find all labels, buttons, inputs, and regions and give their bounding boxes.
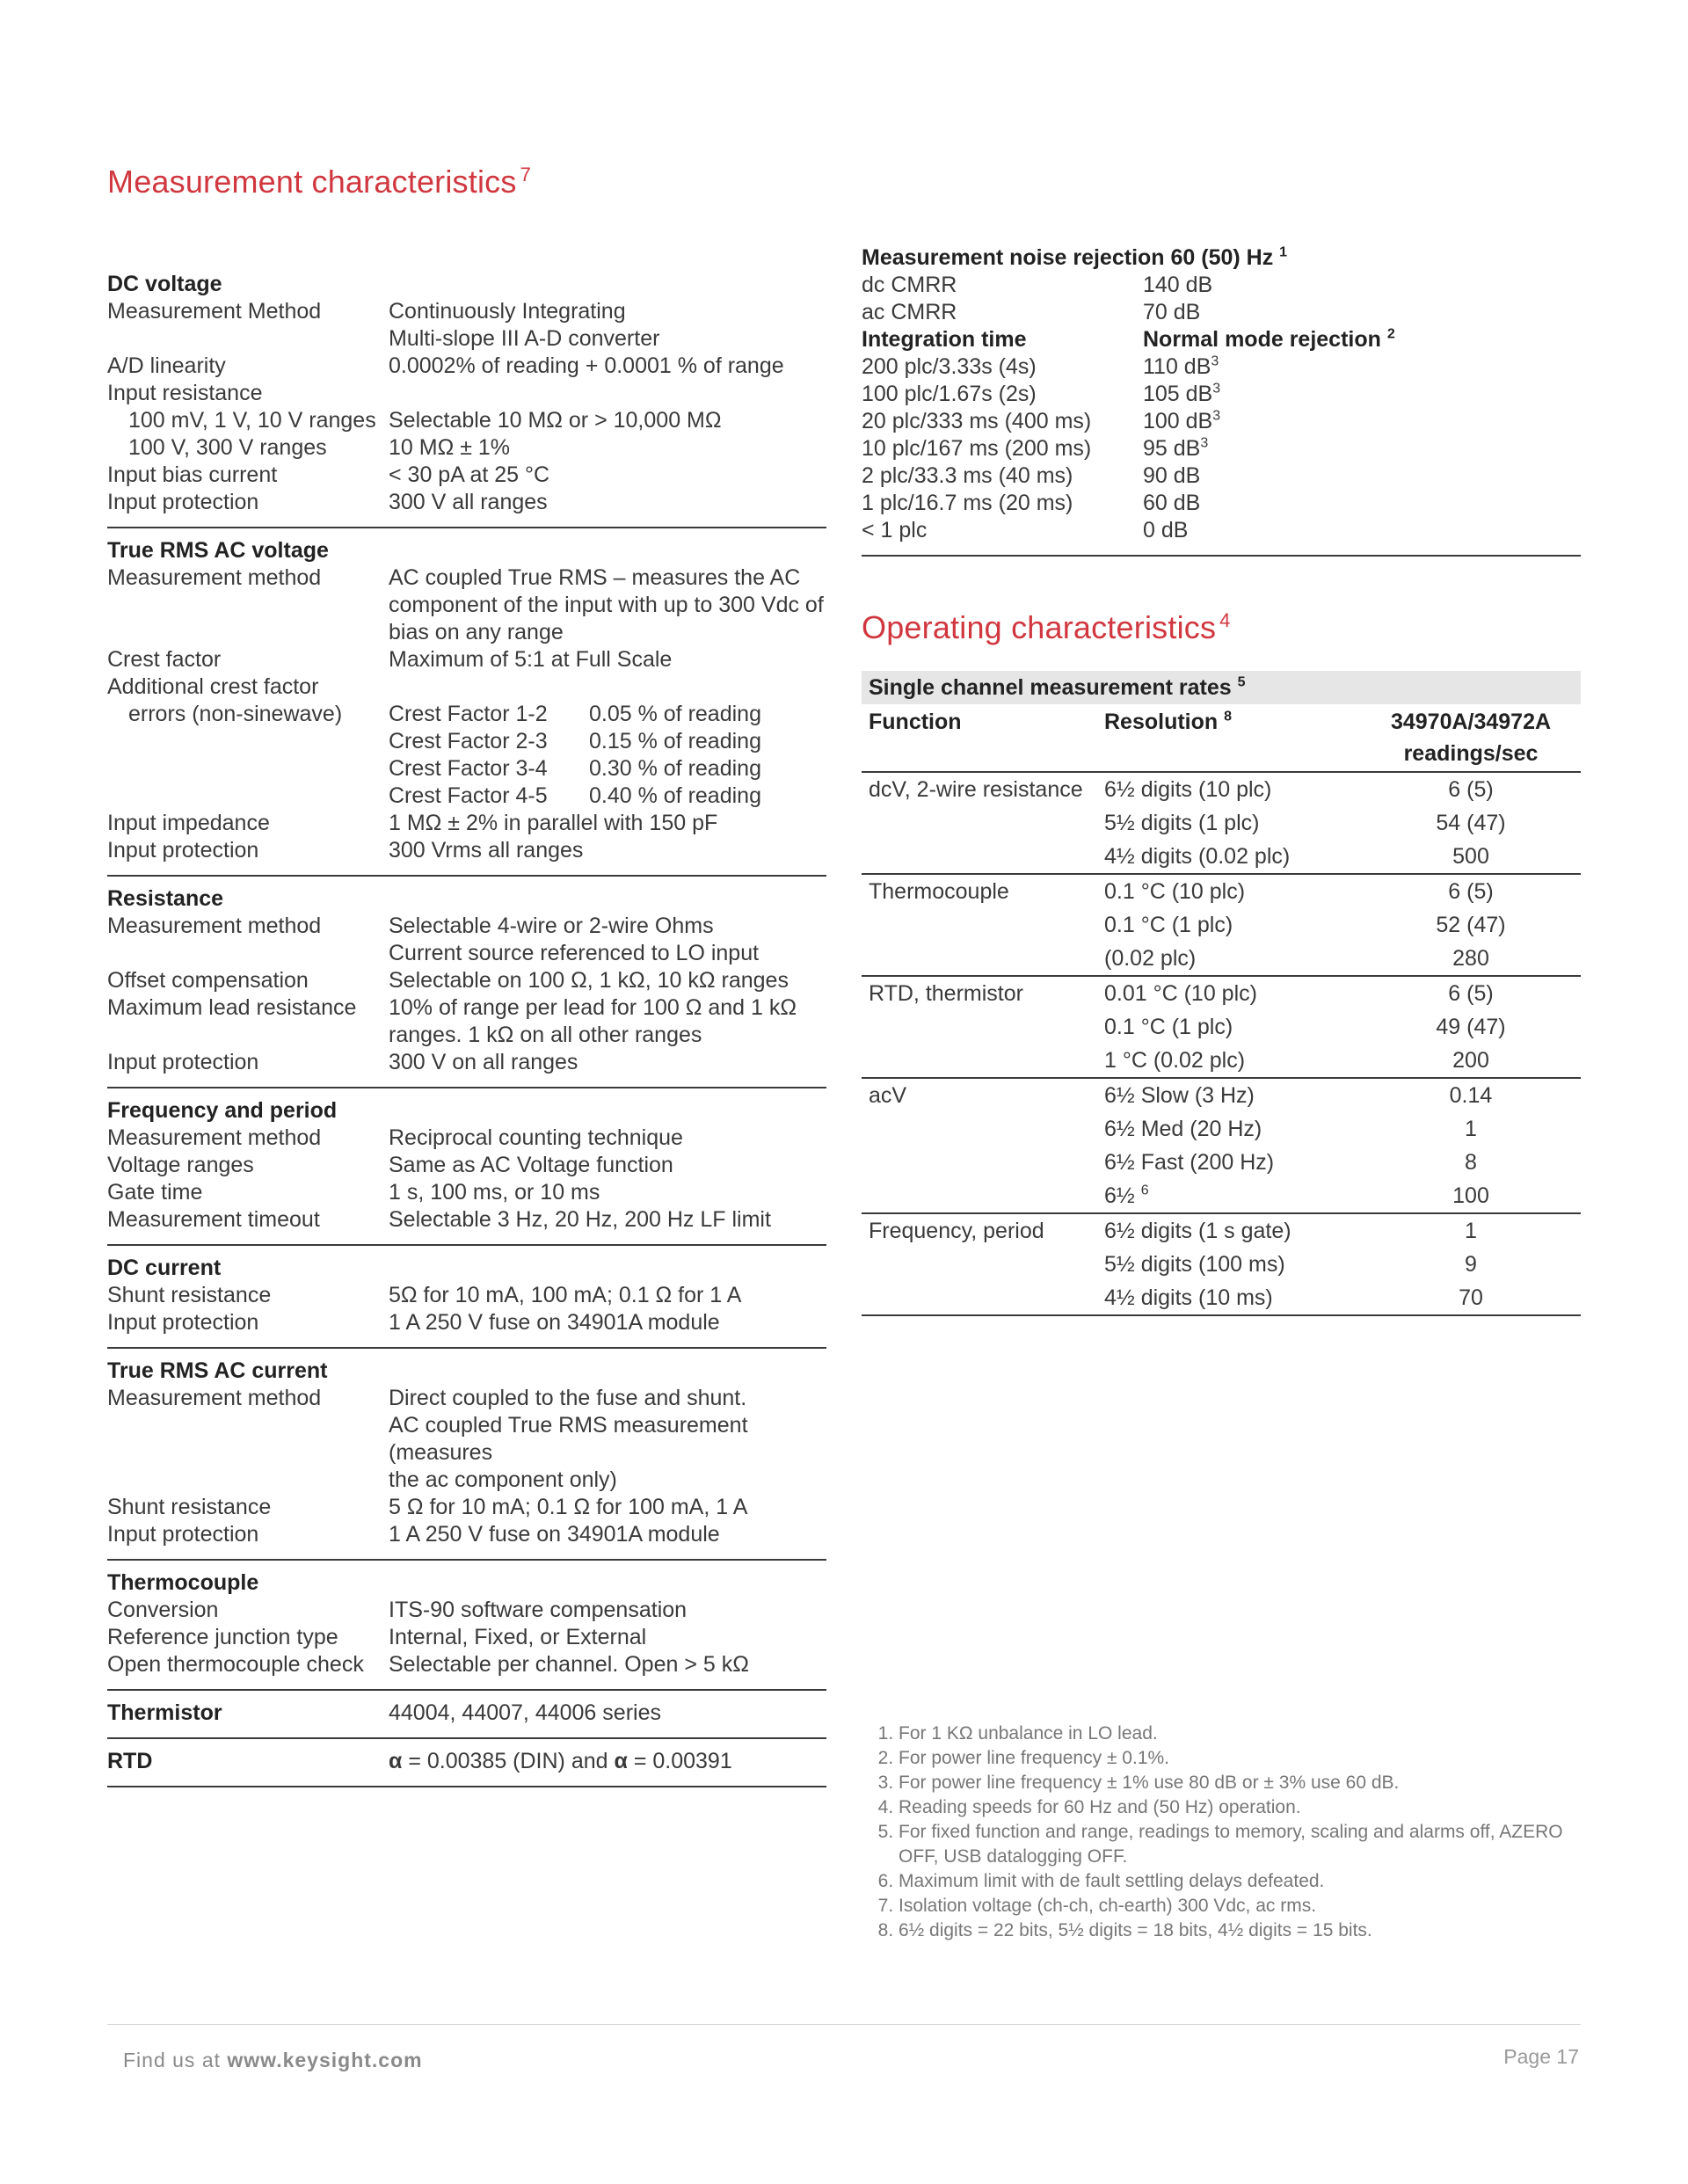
spec-label: Gate time <box>107 1180 203 1205</box>
spec-label: Input protection <box>107 838 259 863</box>
spec-label: Measurement method <box>107 1386 322 1410</box>
spec-value: Current source referenced to LO input <box>389 941 760 965</box>
spec-row <box>107 913 826 940</box>
spec-block <box>107 271 826 528</box>
function-cell <box>862 908 1097 942</box>
rejection-value: 0 dB <box>1143 518 1189 542</box>
rate-column-header-line2: readings/sec <box>1403 741 1539 766</box>
spec-blocks <box>107 271 826 1691</box>
measurement-rates-caption-text: Single channel measurement rates <box>869 675 1232 700</box>
spec-value <box>389 380 826 407</box>
spec-label: Offset compensation <box>107 968 309 993</box>
function-cell: dcV, 2-wire resistance <box>869 777 1083 802</box>
resolution-cell: 0.1 °C (1 plc) <box>1104 913 1233 937</box>
spec-block-title: DC voltage <box>107 272 222 296</box>
alpha-symbol: α <box>389 1749 403 1773</box>
footnote-item: 7. Isolation voltage (ch-ch, ch-earth) 300 Vdc, ac rms. <box>899 1894 1582 1918</box>
alpha-symbol: α <box>614 1749 628 1773</box>
spec-block-title: True RMS AC current <box>107 1358 328 1383</box>
spec-label: Crest factor <box>107 647 222 672</box>
spec-row <box>107 1597 826 1624</box>
rate-cell: 1 <box>1361 1213 1581 1248</box>
spec-row <box>107 353 826 380</box>
spec-row <box>107 646 826 673</box>
function-cell <box>862 840 1097 874</box>
resolution-cell: 5½ digits (100 ms) <box>1104 1252 1285 1277</box>
footnote-ref: 2 <box>1386 326 1395 342</box>
rejection-value: 60 dB <box>1143 491 1201 515</box>
rtd-value-part2: = 0.00391 <box>627 1749 732 1773</box>
spec-row <box>107 380 826 407</box>
spec-row <box>107 673 826 701</box>
footnote-item: 6. Maximum limit with de fault settling delays defeated. <box>899 1869 1582 1894</box>
spec-label: Measurement timeout <box>107 1207 320 1232</box>
footnote-ref: 8 <box>1224 709 1233 724</box>
footnotes <box>862 1722 1582 1943</box>
integration-time: 10 plc/167 ms (200 ms) <box>862 436 1092 461</box>
footnote-item: 4. Reading speeds for 60 Hz and (50 Hz) operation. <box>899 1795 1582 1820</box>
rate-cell: 200 <box>1452 1048 1489 1073</box>
spec-row <box>107 1152 826 1179</box>
spec-value: the ac component only) <box>389 1467 617 1492</box>
spec-value: < 30 pA at 25 °C <box>389 462 550 487</box>
integration-time: 200 plc/3.33s (4s) <box>862 354 1037 379</box>
rejection-value: 100 dB$^3$ <box>1143 408 1221 433</box>
cmrr-row <box>862 272 1581 299</box>
spec-row <box>107 783 826 810</box>
thermistor-block <box>107 1691 826 1739</box>
function-cell: acV <box>862 1078 1097 1112</box>
rate-cell: 0.14 <box>1361 1078 1581 1112</box>
integration-header-row <box>862 326 1581 353</box>
spec-label <box>107 1412 389 1467</box>
spec-block <box>107 1561 826 1691</box>
spec-label <box>107 755 389 783</box>
nmr-rows <box>862 353 1581 544</box>
footnote-item: 5. For fixed function and range, readings to memory, scaling and alarms off, AZERO OFF, USB datalogging OFF. <box>899 1820 1582 1869</box>
resolution-cell: 0.1 °C (10 plc) <box>1097 874 1361 908</box>
rate-cell: 49 (47) <box>1436 1015 1506 1039</box>
function-cell <box>862 1146 1097 1179</box>
rtd-row <box>107 1748 826 1775</box>
table-row <box>862 1179 1581 1213</box>
crest-factor-error: 0.15 % of reading <box>589 729 761 753</box>
function-cell <box>862 1248 1097 1281</box>
spec-row <box>107 564 826 592</box>
table-row <box>862 942 1581 976</box>
function-cell <box>862 1281 1097 1315</box>
spec-value: 1 MΩ ± 2% in parallel with 150 pF <box>389 811 718 835</box>
spec-label: Open thermocouple check <box>107 1652 364 1677</box>
spec-label: Voltage ranges <box>107 1153 254 1177</box>
function-cell <box>862 806 1097 840</box>
table-row <box>862 1281 1581 1315</box>
rtd-value-part1: = 0.00385 (DIN) and <box>402 1749 615 1773</box>
spec-value <box>389 701 826 728</box>
spec-label: Shunt resistance <box>107 1495 272 1519</box>
thermistor-value: 44004, 44007, 44006 series <box>389 1700 661 1725</box>
spec-block-title: Frequency and period <box>107 1098 338 1123</box>
spec-value: 5 Ω for 10 mA; 0.1 Ω for 100 mA, 1 A <box>389 1495 748 1519</box>
spec-row <box>107 810 826 837</box>
spec-row <box>107 1385 826 1412</box>
spec-label: Input impedance <box>107 811 270 835</box>
table-row <box>862 806 1581 840</box>
function-cell <box>862 1010 1097 1044</box>
spec-value: AC coupled True RMS measurement (measures <box>389 1413 748 1465</box>
footer-divider <box>107 2024 1581 2025</box>
thermistor-row <box>107 1700 826 1727</box>
operating-characteristics-title <box>862 609 1581 646</box>
spec-value: ranges. 1 kΩ on all other ranges <box>389 1023 702 1047</box>
nmr-row <box>862 408 1581 435</box>
footnote-ref: 3 <box>1212 381 1221 397</box>
cmrr-value: 140 dB <box>1143 273 1213 297</box>
spec-label <box>107 1022 389 1049</box>
spec-label: 100 V, 300 V ranges <box>128 435 327 460</box>
rtd-value <box>389 1748 826 1775</box>
footer-url-link[interactable]: www.keysight.com <box>227 2049 423 2071</box>
footnote-ref: 7 <box>520 164 531 186</box>
spec-value: Internal, Fixed, or External <box>389 1625 647 1649</box>
resolution-cell: 6½ Slow (3 Hz) <box>1097 1078 1361 1112</box>
spec-value: Selectable 10 MΩ or > 10,000 MΩ <box>389 408 722 433</box>
nmr-row <box>862 435 1581 462</box>
spec-row <box>107 434 826 462</box>
spec-value: Selectable 4-wire or 2-wire Ohms <box>389 914 714 938</box>
crest-factor-error: 0.40 % of reading <box>589 783 761 808</box>
spec-row <box>107 1467 826 1494</box>
rate-cell: 100 <box>1452 1183 1489 1208</box>
function-cell <box>862 942 1097 976</box>
table-header-row <box>862 704 1581 772</box>
spec-label: Input bias current <box>107 462 278 487</box>
integration-time: < 1 plc <box>862 518 928 542</box>
spec-label: Measurement method <box>107 565 322 590</box>
footnote-ref: 6 <box>1140 1183 1149 1198</box>
table-row <box>862 976 1581 1010</box>
spec-label: Measurement method <box>107 1125 322 1150</box>
spec-value <box>389 755 826 783</box>
spec-row <box>107 755 826 783</box>
function-cell <box>862 1179 1097 1213</box>
cmrr-label: dc CMRR <box>862 273 957 297</box>
crest-factor-range: Crest Factor 2-3 <box>389 729 548 753</box>
spec-row <box>107 1049 826 1076</box>
spec-label <box>107 940 389 967</box>
spec-value: 0.0002% of reading + 0.0001 % of range <box>389 353 784 378</box>
rate-cell: 8 <box>1465 1150 1477 1175</box>
footnote-item: 1. For 1 KΩ unbalance in LO lead. <box>899 1722 1582 1746</box>
nmr-row <box>862 462 1581 490</box>
table-row <box>862 1078 1581 1112</box>
measurement-rates-caption <box>862 671 1581 704</box>
table-row <box>862 1010 1581 1044</box>
nmr-row <box>862 381 1581 408</box>
spec-row <box>107 1494 826 1521</box>
spec-value: 300 Vrms all ranges <box>389 838 584 863</box>
spec-value: AC coupled True RMS – measures the AC <box>389 565 801 590</box>
spec-label: errors (non-sinewave) <box>128 702 343 726</box>
footnote-item: 3. For power line frequency ± 1% use 80 dB or ± 3% use 60 dB. <box>899 1771 1582 1795</box>
measurement-rates-body <box>862 772 1581 1315</box>
rate-cell: 52 (47) <box>1436 913 1506 937</box>
spec-value <box>389 728 826 755</box>
spec-label: Input protection <box>107 1050 259 1074</box>
spec-value: Continuously Integrating <box>389 299 626 324</box>
spec-row <box>107 1125 826 1152</box>
spec-label: 100 mV, 1 V, 10 V ranges <box>128 408 376 433</box>
rate-cell: 6 (5) <box>1361 874 1581 908</box>
spec-label: Reference junction type <box>107 1625 338 1649</box>
spec-row <box>107 462 826 489</box>
spec-value: 300 V all ranges <box>389 490 548 514</box>
table-row <box>862 772 1581 806</box>
spec-label <box>107 619 389 646</box>
integration-time: 100 plc/1.67s (2s) <box>862 382 1037 406</box>
spec-row <box>107 325 826 353</box>
spec-row <box>107 1624 826 1651</box>
spec-label <box>107 1467 389 1494</box>
spec-label: A/D linearity <box>107 353 226 378</box>
function-cell: Thermocouple <box>862 874 1097 908</box>
spec-value: 5Ω for 10 mA, 100 mA; 0.1 Ω for 1 A <box>389 1283 742 1307</box>
spec-block <box>107 528 826 877</box>
function-cell <box>862 1044 1097 1078</box>
spec-label: Input protection <box>107 1522 259 1547</box>
spec-value <box>389 673 826 701</box>
spec-row <box>107 994 826 1022</box>
spec-row <box>107 701 826 728</box>
table-row <box>862 874 1581 908</box>
footnote-ref: 5 <box>1237 674 1246 690</box>
spec-row <box>107 298 826 325</box>
spec-row <box>107 837 826 864</box>
cmrr-row <box>862 299 1581 326</box>
spec-value: 1 A 250 V fuse on 34901A module <box>389 1522 720 1547</box>
spec-value: 1 s, 100 ms, or 10 ms <box>389 1180 600 1205</box>
crest-factor-range: Crest Factor 3-4 <box>389 756 548 781</box>
integration-time: 1 plc/16.7 ms (20 ms) <box>862 491 1073 515</box>
crest-factor-range: Crest Factor 4-5 <box>389 783 548 808</box>
spec-label: Input protection <box>107 490 259 514</box>
spec-label <box>107 325 389 353</box>
page-number: Page 17 <box>1503 2045 1579 2068</box>
spec-row <box>107 1309 826 1336</box>
resolution-cell: 4½ digits (10 ms) <box>1097 1281 1361 1315</box>
footnote-list <box>862 1722 1582 1943</box>
spec-label: Input resistance <box>107 381 263 405</box>
table-row <box>862 1248 1581 1281</box>
rate-cell: 500 <box>1452 844 1489 869</box>
function-cell: Frequency, period <box>862 1213 1097 1248</box>
spec-value: Same as AC Voltage function <box>389 1153 673 1177</box>
spec-row <box>107 1179 826 1206</box>
function-column-header: Function <box>862 704 1097 772</box>
rejection-value: 105 dB$^3$ <box>1143 381 1221 406</box>
cmrr-label: ac CMRR <box>862 300 957 324</box>
cmrr-rows <box>862 272 1581 326</box>
spec-row <box>107 592 826 619</box>
spec-value: Multi-slope III A-D converter <box>389 326 660 351</box>
rate-cell: 1 <box>1465 1117 1477 1141</box>
resolution-cell: (0.02 plc) <box>1104 946 1197 971</box>
spec-label: Measurement Method <box>107 299 322 324</box>
spec-row <box>107 1651 826 1678</box>
spec-block-title: Thermocouple <box>107 1570 259 1595</box>
resolution-cell: 6½ digits (1 s gate) <box>1097 1213 1361 1248</box>
noise-rejection-title-text: Measurement noise rejection 60 (50) Hz <box>862 245 1274 270</box>
rate-cell: 280 <box>1452 946 1489 971</box>
function-cell <box>862 1112 1097 1146</box>
footnote-ref: 4 <box>1219 609 1231 631</box>
spec-value: Direct coupled to the fuse and shunt. <box>389 1386 747 1410</box>
spec-row <box>107 1521 826 1548</box>
measurement-rates-table-wrap <box>862 671 1581 1316</box>
nmr-row <box>862 517 1581 544</box>
rate-column-header-line1: 34970A/34972A <box>1390 710 1552 734</box>
resolution-column-header-text: Resolution <box>1104 710 1219 734</box>
spec-value: 10 MΩ ± 1% <box>389 435 511 460</box>
spec-row <box>107 407 826 434</box>
footer-find-us <box>123 2049 423 2072</box>
resolution-cell: 0.01 °C (10 plc) <box>1097 976 1361 1010</box>
rejection-value: 110 dB$^3$ <box>1143 353 1219 379</box>
spec-label: Input protection <box>107 1310 259 1335</box>
spec-value: Selectable on 100 Ω, 1 kΩ, 10 kΩ ranges <box>389 968 789 993</box>
spec-value: Maximum of 5:1 at Full Scale <box>389 647 673 672</box>
table-row <box>862 840 1581 874</box>
thermistor-label: Thermistor <box>107 1700 222 1725</box>
function-cell: RTD, thermistor <box>862 976 1097 1010</box>
spec-value: Reciprocal counting technique <box>389 1125 683 1150</box>
spec-value: component of the input with up to 300 Vdc of <box>389 593 824 617</box>
spec-value <box>389 783 826 810</box>
spec-value: Selectable 3 Hz, 20 Hz, 200 Hz LF limit <box>389 1207 771 1232</box>
rejection-value: 90 dB <box>1143 463 1201 488</box>
rtd-label: RTD <box>107 1749 153 1773</box>
noise-rejection-block <box>862 244 1581 557</box>
resolution-cell: 6½ $^6$ <box>1104 1183 1149 1208</box>
rejection-value: 95 dB$^3$ <box>1143 435 1209 461</box>
nmr-row <box>862 490 1581 517</box>
spec-value: 300 V on all ranges <box>389 1050 578 1074</box>
spec-row <box>107 1282 826 1309</box>
measurement-characteristics-column <box>107 271 826 1787</box>
spec-row <box>107 1022 826 1049</box>
spec-value: 1 A 250 V fuse on 34901A module <box>389 1310 720 1335</box>
normal-mode-rejection-header-text: Normal mode rejection <box>1143 327 1381 352</box>
spec-label: Measurement method <box>107 914 322 938</box>
resolution-cell: 5½ digits (1 plc) <box>1104 811 1260 835</box>
measurement-rates-table <box>862 704 1581 1316</box>
normal-mode-rejection-header <box>1143 326 1581 353</box>
spec-block-title: Resistance <box>107 886 224 911</box>
spec-row <box>107 1412 826 1467</box>
rate-cell: 9 <box>1465 1252 1477 1277</box>
table-row <box>862 1044 1581 1078</box>
nmr-row <box>862 353 1581 381</box>
resolution-cell: 6½ Fast (200 Hz) <box>1104 1150 1275 1175</box>
spec-block-title: DC current <box>107 1256 222 1280</box>
table-row <box>862 1112 1581 1146</box>
spec-row <box>107 940 826 967</box>
table-row <box>862 1146 1581 1179</box>
footnote-ref: 1 <box>1279 244 1288 260</box>
crest-factor-range: Crest Factor 1-2 <box>389 702 548 726</box>
footnote-item: 8. 6½ digits = 22 bits, 5½ digits = 18 bits, 4½ digits = 15 bits. <box>899 1918 1582 1943</box>
spec-row <box>107 619 826 646</box>
footnote-ref: 3 <box>1212 408 1221 424</box>
resolution-column-header <box>1097 704 1361 772</box>
footnote-ref: 3 <box>1200 435 1209 451</box>
spec-label: Maximum lead resistance <box>107 995 357 1020</box>
table-row <box>862 1213 1581 1248</box>
resolution-cell: 0.1 °C (1 plc) <box>1104 1015 1233 1039</box>
cmrr-value: 70 dB <box>1143 300 1201 324</box>
integration-time-header: Integration time <box>862 327 1027 352</box>
resolution-cell: 6½ Med (20 Hz) <box>1104 1117 1262 1141</box>
integration-time: 20 plc/333 ms (400 ms) <box>862 409 1092 433</box>
spec-row <box>107 967 826 994</box>
crest-factor-error: 0.05 % of reading <box>589 702 761 726</box>
spec-value: ITS-90 software compensation <box>389 1598 688 1622</box>
spec-value: bias on any range <box>389 620 564 644</box>
resolution-cell: 6½ digits (10 plc) <box>1104 777 1272 802</box>
spec-row <box>107 1206 826 1234</box>
integration-time: 2 plc/33.3 ms (40 ms) <box>862 463 1073 488</box>
spec-block <box>107 877 826 1088</box>
resolution-cell: 1 °C (0.02 plc) <box>1104 1048 1246 1073</box>
rate-cell: 6 (5) <box>1448 777 1494 802</box>
spec-label <box>107 728 389 755</box>
spec-block <box>107 1088 826 1246</box>
resolution-cell: 4½ digits (0.02 plc) <box>1104 844 1291 869</box>
rate-cell: 54 (47) <box>1436 811 1506 835</box>
crest-factor-error: 0.30 % of reading <box>589 756 761 781</box>
noise-rejection-title <box>862 244 1581 272</box>
footer-find-prefix: Find us at <box>123 2049 228 2071</box>
spec-label <box>107 783 389 810</box>
rate-cell: 70 <box>1361 1281 1581 1315</box>
spec-row <box>107 728 826 755</box>
spec-block-title: True RMS AC voltage <box>107 538 329 563</box>
spec-value: Selectable per channel. Open > 5 kΩ <box>389 1652 749 1677</box>
spec-label: Additional crest factor <box>107 674 319 699</box>
spec-label: Conversion <box>107 1598 219 1622</box>
table-row <box>862 908 1581 942</box>
right-column <box>862 244 1581 1316</box>
spec-label: Shunt resistance <box>107 1283 272 1307</box>
rtd-block <box>107 1739 826 1787</box>
measurement-characteristics-title-text: Measurement characteristics <box>107 164 517 200</box>
rate-cell: 6 (5) <box>1361 976 1581 1010</box>
rate-column-header <box>1361 704 1581 772</box>
spec-block <box>107 1349 826 1561</box>
footnote-ref: 3 <box>1211 353 1219 369</box>
spec-label <box>107 592 389 619</box>
footnote-item: 2. For power line frequency ± 0.1%. <box>899 1746 1582 1771</box>
measurement-characteristics-title <box>107 164 531 200</box>
operating-characteristics-title-text: Operating characteristics <box>862 609 1217 645</box>
spec-block <box>107 1246 826 1349</box>
spec-value: 10% of range per lead for 100 Ω and 1 kΩ <box>389 995 797 1020</box>
spec-row <box>107 489 826 516</box>
